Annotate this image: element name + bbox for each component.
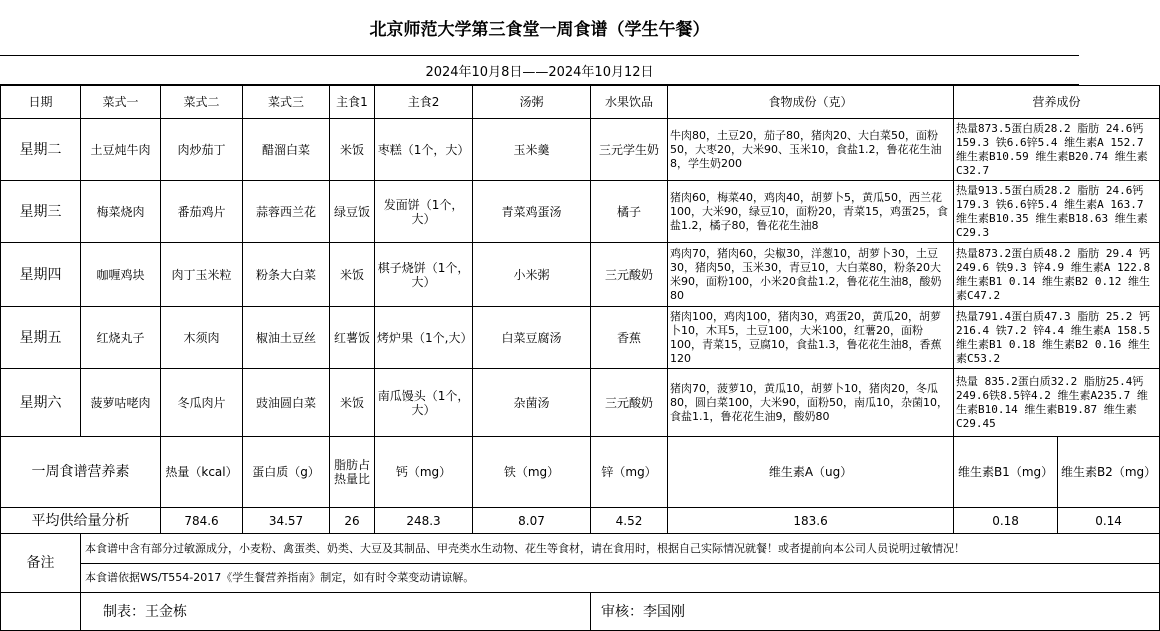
staple1-cell: 米饭: [330, 369, 375, 437]
table-row: [1, 181, 1160, 243]
dish3-cell: 椒油土豆丝: [243, 307, 330, 369]
dish1-cell: 土豆炖牛肉: [81, 119, 161, 181]
summary-label-row: [1, 437, 1160, 508]
day-cell: 星期四: [1, 243, 81, 307]
avg-label: 平均供给量分析: [1, 508, 161, 534]
summary-label: 锌（mg）: [591, 437, 668, 508]
table-row: [1, 243, 1160, 307]
header-nutrition: 营养成份: [954, 86, 1160, 119]
staple2-cell: 棋子烧饼（1个，大）: [375, 243, 473, 307]
nutrition-cell: 热量873.5蛋白质28.2 脂肪 24.6钙159.3 铁6.6锌5.4 维生素A 152.7 维生素B10.59 维生素B20.74 维生素C32.7: [954, 119, 1160, 181]
table-row: [1, 307, 1160, 369]
soup-cell: 青菜鸡蛋汤: [473, 181, 591, 243]
dish2-cell: 番茄鸡片: [161, 181, 243, 243]
day-cell: 星期三: [1, 181, 81, 243]
dish2-cell: 木须肉: [161, 307, 243, 369]
summary-label: 脂肪占热量比: [330, 437, 375, 508]
header-fruit: 水果饮品: [591, 86, 668, 119]
dish3-cell: 粉条大白菜: [243, 243, 330, 307]
day-cell: 星期二: [1, 119, 81, 181]
nutrition-cell: 热量 835.2蛋白质32.2 脂肪25.4钙249.6铁8.5锌4.2 维生素A235.7 维生素B10.14 维生素B19.87 维生素C29.45: [954, 369, 1160, 437]
summary-value: 0.14: [1058, 508, 1160, 534]
fruit-cell: 三元学生奶: [591, 119, 668, 181]
header-dish1: 菜式一: [81, 86, 161, 119]
soup-cell: 杂菌汤: [473, 369, 591, 437]
nutrition-cell: 热量791.4蛋白质47.3 脂肪 25.2 钙216.4 铁7.2 锌4.4 维生素A 158.5 维生素B1 0.18 维生素B2 0.16 维生素C53.2: [954, 307, 1160, 369]
day-cell: 星期六: [1, 369, 81, 437]
signature-row: [1, 593, 1160, 631]
staple2-cell: 南瓜馒头（1个，大）: [375, 369, 473, 437]
staple1-cell: 绿豆饭: [330, 181, 375, 243]
summary-label: 铁（mg）: [473, 437, 591, 508]
header-ingredients: 食物成份（克）: [668, 86, 954, 119]
summary-label: 热量（kcal）: [161, 437, 243, 508]
header-row: [1, 86, 1160, 119]
fruit-cell: 三元酸奶: [591, 243, 668, 307]
header-soup: 汤粥: [473, 86, 591, 119]
dish3-cell: 豉油圆白菜: [243, 369, 330, 437]
nutrition-cell: 热量873.2蛋白质48.2 脂肪 29.4 钙249.6 铁9.3 锌4.9 维生素A 122.8 维生素B1 0.14 维生素B2 0.12 维生素C47.2: [954, 243, 1160, 307]
summary-label: 钙（mg）: [375, 437, 473, 508]
table-row: [1, 369, 1160, 437]
ingredients-cell: 猪肉100，鸡肉100，猪肉30，鸡蛋20，黄瓜20，胡萝卜10，木耳5，土豆100，大米100，红薯20，面粉100，青菜15，豆腐10，食盐1.3，鲁花花生油8，香蕉120: [668, 307, 954, 369]
dish3-cell: 蒜蓉西兰花: [243, 181, 330, 243]
header-dish2: 菜式二: [161, 86, 243, 119]
notes-row: [1, 534, 1160, 564]
summary-label: 维生素A（ug）: [668, 437, 954, 508]
soup-cell: 小米粥: [473, 243, 591, 307]
nutrition-cell: 热量913.5蛋白质28.2 脂肪 24.6钙179.3 铁6.6锌5.4 维生素A 163.7 维生素B10.35 维生素B18.63 维生素C29.3: [954, 181, 1160, 243]
summary-value: 8.07: [473, 508, 591, 534]
made-by: 制表：王金栋: [81, 593, 591, 631]
notes-label: 备注: [1, 534, 81, 593]
summary-label: 维生素B1（mg）: [954, 437, 1058, 508]
summary-value: 34.57: [243, 508, 330, 534]
notes-line-1: 本食谱中含有部分过敏源成分，小麦粉、禽蛋类、奶类、大豆及其制品、甲壳类水生动物、花生等食材，请在食用时，根据自己实际情况就餐！或者提前向本公司人员说明过敏情况！: [81, 534, 1160, 564]
ingredients-cell: 猪肉60，梅菜40，鸡肉40，胡萝卜5，黄瓜50，西兰花100，大米90，绿豆10，面粉20，青菜15，鸡蛋25，食盐1.2，橘子80，鲁花花生油8: [668, 181, 954, 243]
day-cell: 星期五: [1, 307, 81, 369]
summary-value: 784.6: [161, 508, 243, 534]
page-title: 北京师范大学第三食堂一周食谱（学生午餐）: [0, 0, 1079, 56]
staple2-cell: 烤炉果（1个,大）: [375, 307, 473, 369]
summary-label: 维生素B2（mg）: [1058, 437, 1160, 508]
dish1-cell: 菠萝咕咾肉: [81, 369, 161, 437]
staple1-cell: 米饭: [330, 119, 375, 181]
staple1-cell: 米饭: [330, 243, 375, 307]
notes-row: [1, 564, 1160, 593]
reviewed-by: 审核：李国刚: [591, 593, 1160, 631]
dish3-cell: 醋溜白菜: [243, 119, 330, 181]
table-row: [1, 119, 1160, 181]
staple2-cell: 枣糕（1个，大）: [375, 119, 473, 181]
dish1-cell: 咖喱鸡块: [81, 243, 161, 307]
staple1-cell: 红薯饭: [330, 307, 375, 369]
dish2-cell: 肉炒茄丁: [161, 119, 243, 181]
soup-cell: 玉米羹: [473, 119, 591, 181]
summary-value: 4.52: [591, 508, 668, 534]
summary-value: 183.6: [668, 508, 954, 534]
summary-label: 蛋白质（g）: [243, 437, 330, 508]
notes-line-2: 本食谱依据WS/T554-2017《学生餐营养指南》制定，如有时令菜变动请谅解。: [81, 564, 1160, 593]
summary-value-row: [1, 508, 1160, 534]
staple2-cell: 发面饼（1个，大）: [375, 181, 473, 243]
ingredients-cell: 牛肉80，土豆20，茄子80，猪肉20、大白菜50，面粉50，大枣20，大米90、玉米10，食盐1.2，鲁花花生油8，学生奶200: [668, 119, 954, 181]
fruit-cell: 三元酸奶: [591, 369, 668, 437]
summary-value: 248.3: [375, 508, 473, 534]
dish1-cell: 红烧丸子: [81, 307, 161, 369]
dish2-cell: 肉丁玉米粒: [161, 243, 243, 307]
header-staple2: 主食2: [375, 86, 473, 119]
fruit-cell: 香蕉: [591, 307, 668, 369]
date-range: 2024年10月8日——2024年10月12日: [0, 56, 1079, 85]
summary-value: 26: [330, 508, 375, 534]
summary-row-label: 一周食谱营养素: [1, 437, 161, 508]
header-date: 日期: [1, 86, 81, 119]
fruit-cell: 橘子: [591, 181, 668, 243]
header-dish3: 菜式三: [243, 86, 330, 119]
header-staple1: 主食1: [330, 86, 375, 119]
dish1-cell: 梅菜烧肉: [81, 181, 161, 243]
summary-value: 0.18: [954, 508, 1058, 534]
dish2-cell: 冬瓜肉片: [161, 369, 243, 437]
soup-cell: 白菜豆腐汤: [473, 307, 591, 369]
menu-table: [0, 85, 1160, 631]
ingredients-cell: 猪肉70，菠萝10，黄瓜10，胡萝卜10，猪肉20，冬瓜80，圆白菜100，大米90，面粉50，南瓜10，杂菌10，食盐1.1，鲁花花生油9，酸奶80: [668, 369, 954, 437]
ingredients-cell: 鸡肉70，猪肉60，尖椒30，洋葱10，胡萝卜30，土豆30，猪肉50，玉米30，青豆10，大白菜80，粉条20大米90，面粉100，小米20食盐1.2，鲁花花生油8，酸奶80: [668, 243, 954, 307]
